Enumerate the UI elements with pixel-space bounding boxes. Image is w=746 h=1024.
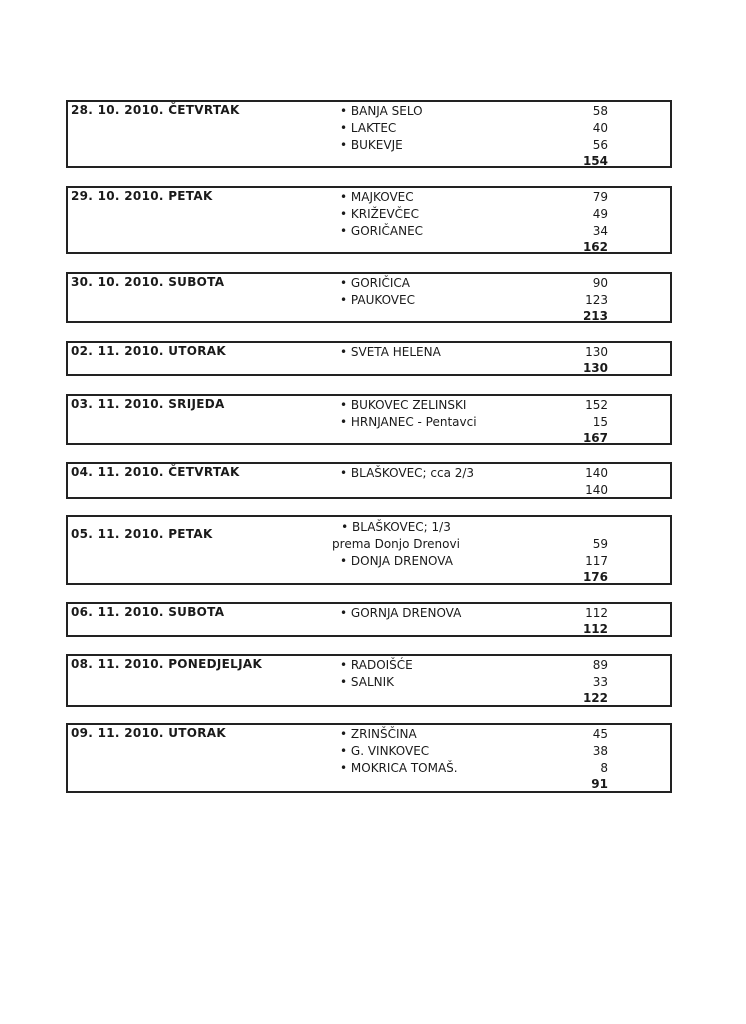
place-name: • RADOIŠĆE (340, 658, 413, 672)
total-count: 167 (582, 431, 608, 445)
place-name: • BANJA SELO (340, 104, 423, 118)
date-label: 29. 10. 2010. PETAK (71, 189, 213, 203)
place-name: • DONJA DRENOVA (340, 554, 453, 568)
date-label: 09. 11. 2010. UTORAK (71, 726, 226, 740)
date-label: 03. 11. 2010. SRIJEDA (71, 397, 225, 411)
place-name: • G. VINKOVEC (340, 744, 430, 758)
place-count: 49 (592, 207, 608, 221)
schedule-block (66, 272, 672, 323)
schedule-block (66, 515, 672, 585)
place-count: 152 (585, 398, 608, 412)
total-count: 91 (591, 777, 608, 791)
place-name: • BLAŠKOVEC; 1/3 (341, 520, 451, 534)
place-name: • GORNJA DRENOVA (340, 606, 462, 620)
total-count: 122 (582, 691, 608, 705)
date-label: 06. 11. 2010. SUBOTA (71, 605, 225, 619)
date-label: 02. 11. 2010. UTORAK (71, 344, 226, 358)
place-name: • BUKEVJE (340, 138, 403, 152)
schedule-block (66, 462, 672, 499)
place-count: 79 (592, 190, 608, 204)
total-count: 140 (585, 483, 608, 497)
place-name: • ZRINŠČINA (340, 727, 417, 741)
place-count: 117 (585, 554, 608, 568)
date-label: 04. 11. 2010. ČETVRTAK (71, 465, 240, 479)
place-count: 33 (592, 675, 608, 689)
place-count: 140 (585, 466, 608, 480)
place-name: • MOKRICA TOMAŠ. (340, 761, 458, 775)
place-count: 8 (600, 761, 608, 775)
place-count: 58 (592, 104, 608, 118)
place-count: 56 (592, 138, 608, 152)
schedule-block (66, 654, 672, 707)
total-count: 176 (582, 570, 608, 584)
total-count: 213 (582, 309, 608, 323)
date-label: 28. 10. 2010. ČETVRTAK (71, 103, 240, 117)
schedule-block (66, 100, 672, 168)
place-count: 123 (585, 293, 608, 307)
place-name-continuation: prema Donjo Drenovi (332, 537, 460, 551)
place-name: • MAJKOVEC (340, 190, 414, 204)
date-label: 05. 11. 2010. PETAK (71, 527, 213, 541)
place-name: • PAUKOVEC (340, 293, 415, 307)
place-count: 112 (585, 606, 608, 620)
place-count: 40 (592, 121, 608, 135)
total-count: 112 (582, 622, 608, 636)
schedule-block (66, 602, 672, 637)
total-count: 162 (582, 240, 608, 254)
schedule-block (66, 723, 672, 793)
place-name: • BUKOVEC ZELINSKI (340, 398, 467, 412)
place-count: 34 (592, 224, 608, 238)
place-count: 89 (592, 658, 608, 672)
schedule-block (66, 341, 672, 376)
place-count: 130 (585, 345, 608, 359)
place-count: 90 (592, 276, 608, 290)
place-count: 59 (592, 537, 608, 551)
place-name: • GORIČICA (340, 276, 411, 290)
place-count: 15 (592, 415, 608, 429)
place-name: • BLAŠKOVEC; cca 2/3 (340, 466, 475, 480)
schedule-block (66, 394, 672, 445)
place-name: • HRNJANEC - Pentavci (340, 415, 477, 429)
place-name: • GORIČANEC (340, 224, 424, 238)
total-count: 154 (582, 154, 608, 168)
total-count: 130 (582, 361, 608, 375)
place-count: 45 (592, 727, 608, 741)
schedule-block (66, 186, 672, 254)
date-label: 08. 11. 2010. PONEDJELJAK (71, 657, 263, 671)
place-name: • LAKTEC (340, 121, 397, 135)
place-name: • SVETA HELENA (340, 345, 441, 359)
place-count: 38 (592, 744, 608, 758)
place-name: • KRIŽEVČEC (340, 207, 419, 221)
date-label: 30. 10. 2010. SUBOTA (71, 275, 225, 289)
place-name: • SALNIK (340, 675, 395, 689)
